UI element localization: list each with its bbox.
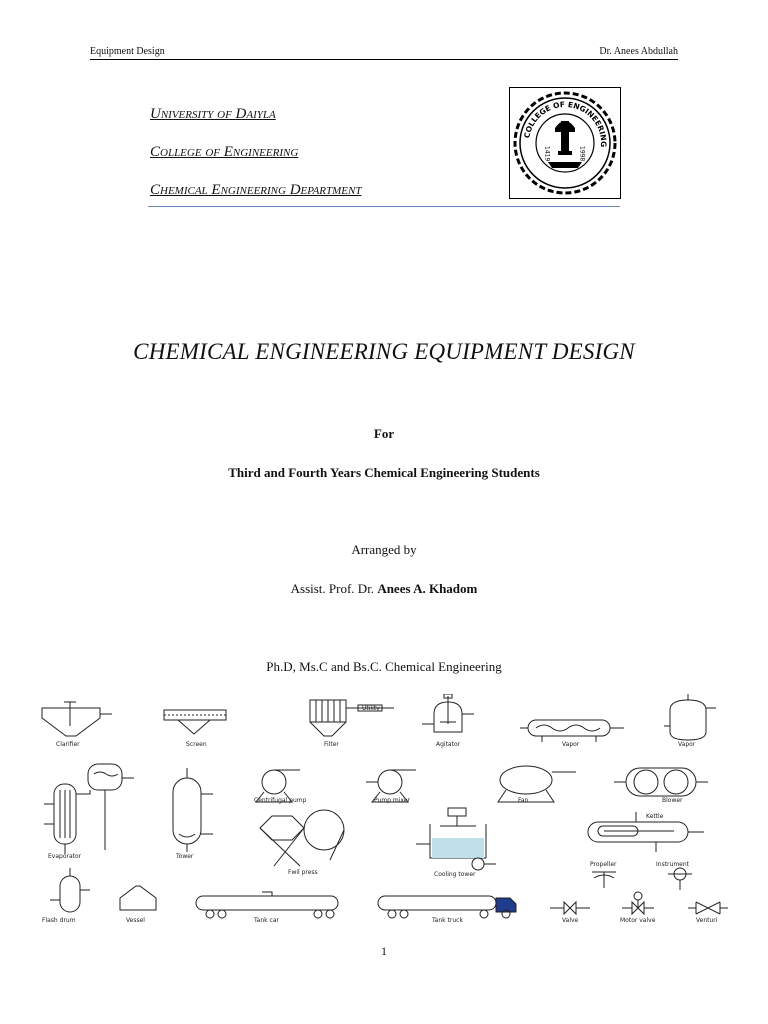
agitator-icon <box>422 694 474 732</box>
author-prefix: Assist. Prof. Dr. <box>290 581 375 596</box>
running-header <box>90 46 678 60</box>
seal-year-right: 1998 <box>578 146 586 162</box>
label-valve: Valve <box>562 917 579 924</box>
label-propeller: Propeller <box>590 861 617 868</box>
seal-ring-text: COLLEGE OF ENGINEERING <box>522 99 609 148</box>
label-kettle: Kettle <box>646 813 664 820</box>
label-tank-truck: Tank truck <box>432 917 463 924</box>
seal-year-left: 1419 <box>543 146 551 162</box>
filter-icon <box>310 700 394 736</box>
header-right: Dr. Anees Abdullah <box>599 46 678 57</box>
fan-icon <box>498 766 576 802</box>
tank-truck-icon <box>378 896 516 918</box>
label-instrument: Instrument <box>656 861 690 868</box>
evaporator-icon <box>44 764 134 854</box>
arranged-by-label: Arranged by <box>351 542 417 557</box>
motor-valve-icon <box>622 892 654 914</box>
university-name: University of Daiyla <box>150 106 276 122</box>
tower-icon <box>173 768 213 852</box>
college-seal-logo <box>509 87 621 199</box>
label-vapor-2: Vapor <box>678 741 696 748</box>
valve-icon <box>550 902 590 914</box>
label-pump-mixer: Pump mixer <box>374 797 410 804</box>
vapor-vessel-icon <box>664 694 716 740</box>
flash-drum-icon <box>50 868 90 912</box>
instrument-icon <box>668 868 692 890</box>
header-divider <box>148 206 620 207</box>
label-vessel: Vessel <box>126 917 145 924</box>
author-line <box>0 581 768 597</box>
label-utility: Utility <box>362 705 380 712</box>
label-cooling-tower: Cooling tower <box>434 871 476 878</box>
label-filter: Filter <box>324 741 339 748</box>
clarifier-icon <box>42 702 112 736</box>
document-title: CHEMICAL ENGINEERING EQUIPMENT DESIGN <box>133 339 635 364</box>
propeller-icon <box>592 872 616 888</box>
degrees-line: Ph.D, Ms.C and Bs.C. Chemical Engineering <box>266 659 502 674</box>
label-venturi: Venturi <box>696 917 718 924</box>
screen-icon <box>164 710 226 734</box>
equipment-symbols-illustration <box>36 694 736 926</box>
label-agitator: Agitator <box>436 741 461 748</box>
vessel-icon <box>120 886 156 910</box>
filter-press-icon <box>260 810 344 866</box>
label-tank-car: Tank car <box>254 917 279 924</box>
tank-car-icon <box>196 892 338 918</box>
label-filter-press: Fwil press <box>288 869 318 876</box>
label-centrifugal-pump: Centrifugal pump <box>254 797 307 804</box>
label-motor-valve: Motor valve <box>620 917 656 924</box>
label-clarifier: Clarifier <box>56 741 80 748</box>
label-blower: Blower <box>662 797 683 804</box>
label-evaporator: Evaporator <box>48 853 82 860</box>
for-label: For <box>373 426 395 441</box>
cooling-tower-icon <box>416 808 496 870</box>
blower-icon <box>614 768 708 796</box>
page-number: 1 <box>381 944 387 958</box>
label-flash-drum: Flash drum <box>42 917 76 924</box>
author-name: Anees A. Khadom <box>377 581 478 596</box>
header-left: Equipment Design <box>90 46 165 57</box>
label-screen: Screen <box>186 741 207 748</box>
label-fan: Fan <box>518 797 529 804</box>
label-tower: Tower <box>176 853 194 860</box>
venturi-icon <box>688 902 728 914</box>
department-name: Chemical Engineering Department <box>150 182 362 198</box>
label-vapor-1: Vapor <box>562 741 580 748</box>
vapor-icon <box>520 720 624 742</box>
audience-line: Third and Fourth Years Chemical Engineering Students <box>228 465 540 480</box>
college-name: College of Engineering <box>150 144 299 160</box>
